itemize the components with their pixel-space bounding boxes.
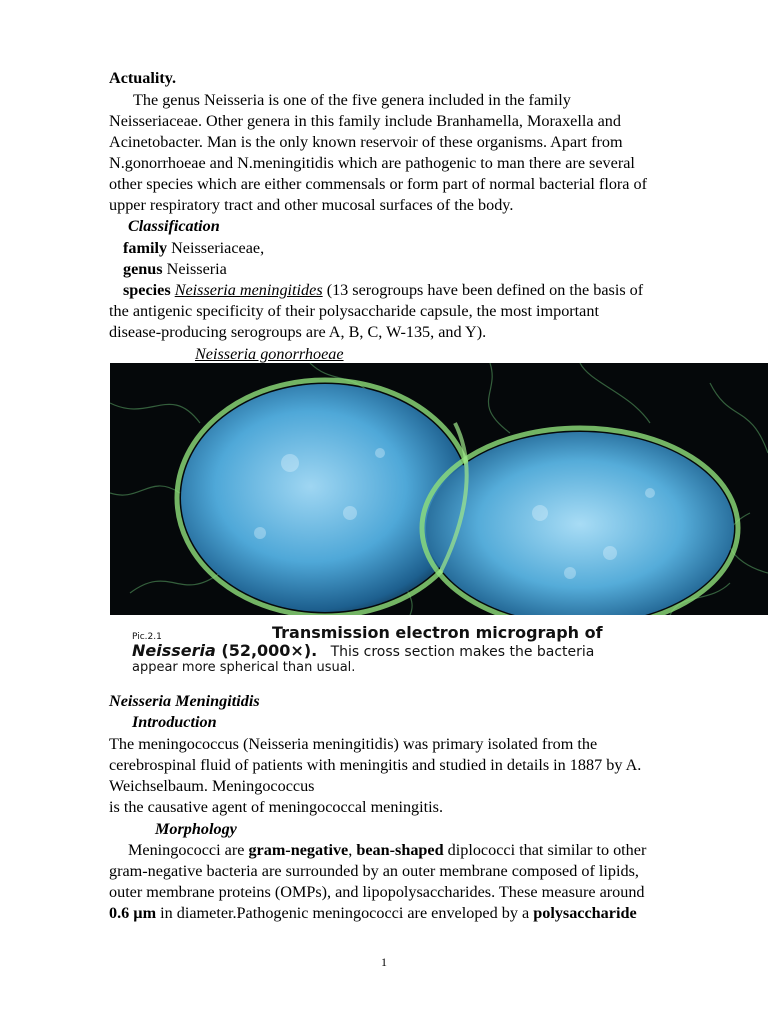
figure-label: Pic.2.1 <box>132 632 162 642</box>
species-link-gonorrhoeae[interactable]: Neisseria gonorrhoeae <box>195 345 344 363</box>
classification-genus <box>123 259 227 280</box>
paragraph-line: outer membrane proteins (OMPs), and lipopolysaccharides. These measure around <box>109 883 645 901</box>
classification-species <box>123 280 643 301</box>
paragraph-line: N.gonorrhoeae and N.meningitidis which are pathogenic to man there are several <box>109 154 635 172</box>
family-value: Neisseriaceae, <box>171 239 265 257</box>
paragraph-line <box>109 903 637 924</box>
paragraph-line: cerebrospinal fluid of patients with meningitis and studied in details in 1887 by A. <box>109 756 642 774</box>
genus-value: Neisseria <box>166 260 227 278</box>
paragraph-line: other species which are either commensals or form part of normal bacterial flora of <box>109 175 648 193</box>
paragraph-line: The meningococcus (Neisseria meningitidis) was primary isolated from the <box>109 735 598 753</box>
emphasis-gram-negative: gram-negative <box>248 841 349 859</box>
species-label: species <box>123 281 171 299</box>
text-run: , <box>348 841 357 859</box>
caption-line: appear more spherical than usual. <box>132 660 356 675</box>
paragraph-line: Acinetobacter. Man is the only known reservoir of these organisms. Apart from <box>109 133 623 151</box>
paragraph-line: The genus Neisseria is one of the five genera included in the family <box>133 91 571 109</box>
section-heading-classification: Classification <box>128 217 220 235</box>
genus-label: genus <box>123 260 163 278</box>
subheading-morphology: Morphology <box>155 820 237 838</box>
paragraph-line: Weichselbaum. Meningococcus <box>109 777 315 795</box>
micrograph-figure <box>110 363 768 615</box>
paragraph-line: upper respiratory tract and other mucosal surfaces of the body. <box>109 196 514 214</box>
paragraph-line: gram-negative bacteria are surrounded by an outer membrane composed of lipids, <box>109 862 639 880</box>
paragraph-line: is the causative agent of meningococcal meningitis. <box>109 798 443 816</box>
caption-text: This cross section makes the bacteria <box>330 644 595 660</box>
paragraph-line: Neisseriaceae. Other genera in this family include Branhamella, Moraxella and <box>109 112 621 130</box>
caption-organism: Neisseria <box>132 641 216 660</box>
family-label: family <box>123 239 168 257</box>
paragraph-line <box>128 840 646 861</box>
subheading-introduction: Introduction <box>132 713 217 731</box>
section-heading-actuality: Actuality. <box>109 69 176 87</box>
page-number: 1 <box>381 955 387 969</box>
text-run: Meningococci are <box>128 841 249 859</box>
species-text: (13 serogroups have been defined on the basis of <box>326 281 644 299</box>
emphasis-bean-shaped: bean-shaped <box>356 841 444 859</box>
emphasis-polysaccharide: polysaccharide <box>533 904 637 922</box>
caption-magnification: (52,000×). <box>221 641 318 660</box>
caption-title: Transmission electron micrograph of <box>272 623 603 642</box>
species-link-meningitides[interactable]: Neisseria meningitides <box>174 281 323 299</box>
text-run: diplococci that similar to other <box>443 841 647 859</box>
micrograph-image <box>110 363 768 615</box>
figure-caption <box>110 620 768 678</box>
text-run: in diameter.Pathogenic meningococci are enveloped by a <box>156 904 534 922</box>
paragraph-line: disease-producing serogroups are A, B, C, W-135, and Y). <box>109 323 487 341</box>
classification-family <box>123 238 264 259</box>
paragraph-line: the antigenic specificity of their polysaccharide capsule, the most important <box>109 302 599 320</box>
emphasis-size: 0.6 µm <box>109 904 157 922</box>
section-heading-meningitidis: Neisseria Meningitidis <box>109 692 260 710</box>
